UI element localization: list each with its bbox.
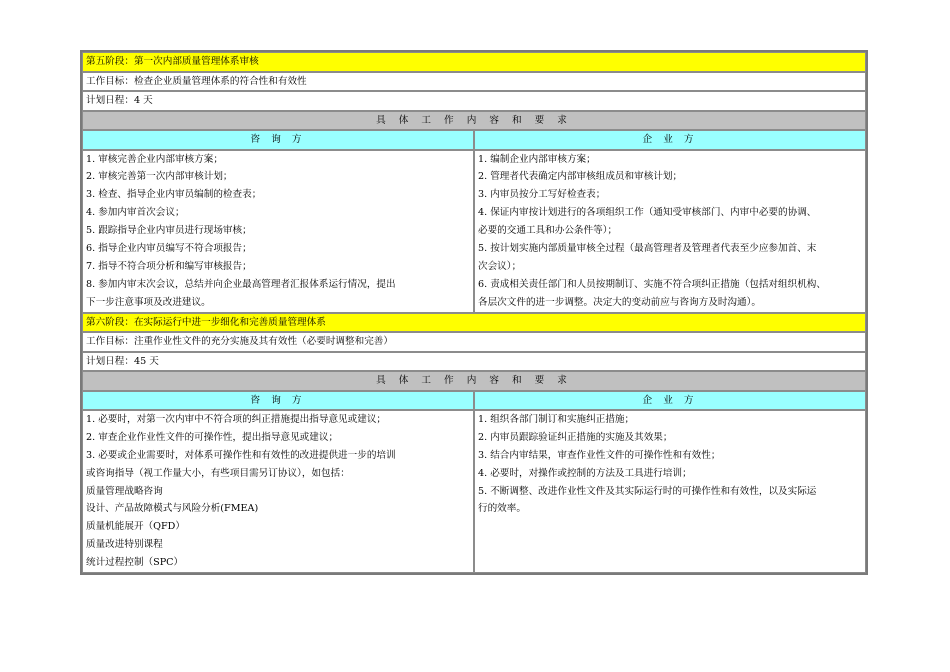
stage-5-consultant-list [82, 150, 474, 313]
list-item: 6. 指导企业内审员编写不符合项报告； [86, 242, 252, 254]
stage-5-section-header: 具 体 工 作 内 容 和 要 求 [82, 111, 866, 131]
list-item: 6. 责成相关责任部门和人员按期制订、实施不符合项纠正措施（包括对组织机构、 [478, 278, 826, 290]
stage-6-enterprise-header: 企 业 方 [474, 391, 866, 411]
stage-5-consultant-header: 咨 询 方 [82, 130, 474, 150]
plan-document [80, 50, 868, 575]
list-item: 设计、产品故障模式与风险分析(FMEA) [86, 503, 259, 515]
list-item: 行的效率。 [478, 503, 526, 515]
list-item: 4. 参加内审首次会议； [86, 207, 185, 219]
stage-6-consultant-list [82, 410, 474, 573]
list-item: 1. 编制企业内部审核方案； [478, 153, 596, 165]
list-item: 3. 内审员按分工写好检查表； [478, 189, 606, 201]
list-item: 3. 检查、指导企业内审员编制的检查表； [86, 189, 262, 201]
list-item: 4. 保证内审按计划进行的各项组织工作（通知受审核部门、内审中必要的协调、 [478, 207, 817, 219]
list-item: 2. 管理者代表确定内部审核组成员和审核计划； [478, 171, 683, 183]
stage-5-enterprise-list [474, 150, 866, 313]
list-item: 1. 审核完善企业内部审核方案； [86, 153, 223, 165]
stage-6-enterprise-list [474, 410, 866, 573]
list-item: 各层次文件的进一步调整。决定大的变动前应与咨询方及时沟通）。 [478, 296, 762, 308]
stage-5-schedule: 计划日程：4 天 [82, 91, 866, 111]
stage-6-goal: 工作目标：注重作业性文件的充分实施及其有效性（必要时调整和完善） [82, 332, 866, 352]
list-item: 4. 必要时，对操作或控制的方法及工具进行培训； [478, 467, 692, 479]
list-item: 5. 按计划实施内部质量审核全过程（最高管理者及管理者代表至少应参加首、末 [478, 242, 817, 254]
stage-6-consultant-header: 咨 询 方 [82, 391, 474, 411]
stage-6-section-header: 具 体 工 作 内 容 和 要 求 [82, 371, 866, 391]
list-item: 5. 跟踪指导企业内审员进行现场审核； [86, 225, 252, 237]
list-item: 次会议）； [478, 260, 522, 272]
list-item: 质量管理战略咨询 [86, 485, 163, 497]
list-item: 3. 结合内审结果，审查作业性文件的可操作性和有效性； [478, 449, 721, 461]
list-item: 质量机能展开（QFD） [86, 521, 185, 533]
list-item: 下一步注意事项及改进建议。 [86, 296, 211, 308]
stage-6-schedule: 计划日程：45 天 [82, 352, 866, 372]
stage-5-goal: 工作目标：检查企业质量管理体系的符合性和有效性 [82, 72, 866, 92]
list-item: 质量改进特别课程 [86, 539, 163, 551]
list-item: 5. 不断调整、改进作业性文件及其实际运行时的可操作性和有效性，以及实际运 [478, 485, 817, 497]
list-item: 必要的交通工具和办公条件等）； [478, 225, 618, 237]
list-item: 3. 必要或企业需要时，对体系可操作性和有效性的改进提供进一步的培训 [86, 449, 396, 461]
list-item: 或咨询指导（视工作量大小，有些项目需另订协议），如包括： [86, 467, 350, 479]
stages-table [80, 50, 868, 575]
list-item: 统计过程控制（SPC） [86, 557, 184, 569]
list-item: 2. 审查企业作业性文件的可操作性，提出指导意见或建议； [86, 431, 339, 443]
stage-5-title: 第五阶段：第一次内部质量管理体系审核 [82, 52, 866, 72]
list-item: 2. 内审员跟踪验证纠正措施的实施及其效果； [478, 431, 673, 443]
list-item: 1. 必要时，对第一次内审中不符合项的纠正措施提出指导意见或建议； [86, 414, 387, 426]
list-item: 8. 参加内审末次会议，总结并向企业最高管理者汇报体系运行情况，提出 [86, 278, 396, 290]
stage-5-enterprise-header: 企 业 方 [474, 130, 866, 150]
stage-6-title: 第六阶段：在实际运行中进一步细化和完善质量管理体系 [82, 313, 866, 333]
list-item: 1. 组织各部门制订和实施纠正措施； [478, 414, 635, 426]
list-item: 2. 审核完善第一次内部审核计划； [86, 171, 233, 183]
list-item: 7. 指导不符合项分析和编写审核报告； [86, 260, 252, 272]
